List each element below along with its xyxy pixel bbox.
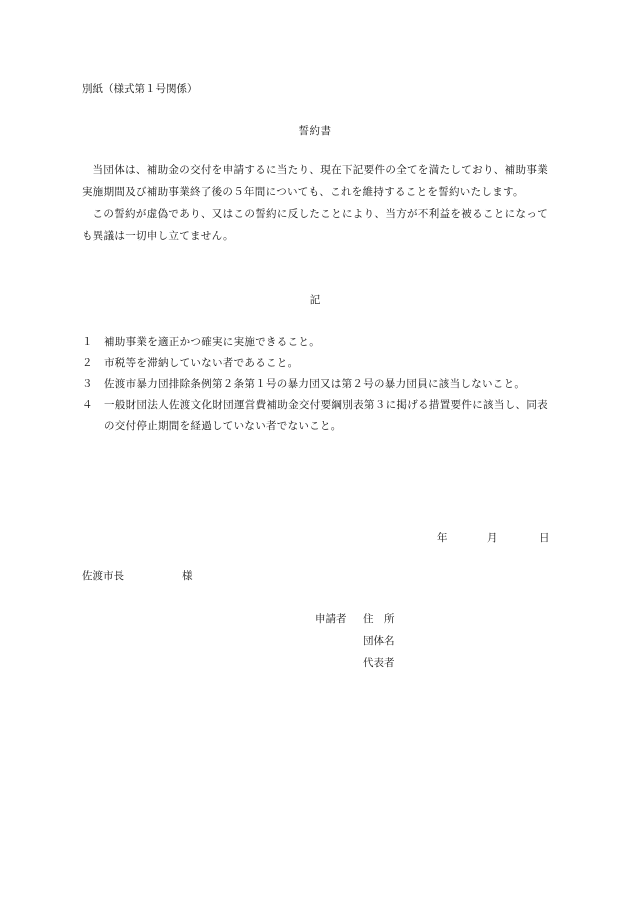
requirement-text: 補助事業を適正かつ確実に実施できること。 xyxy=(104,336,320,348)
addressee-honorific: 様 xyxy=(182,570,193,582)
requirement-item xyxy=(82,353,548,374)
address-label: 住 所 xyxy=(363,613,395,625)
applicant-label: 申請者 xyxy=(315,613,347,625)
representative-label: 代表者 xyxy=(363,657,395,669)
requirement-item xyxy=(82,374,548,395)
requirement-text: 一般財団法人佐渡文化財団運営費補助金交付要綱別表第３に掲げる措置要件に該当し、同表の交付停止期間を経過していない者でないこと。 xyxy=(104,399,548,432)
date-year-label: 年 xyxy=(437,532,448,544)
date-month-label: 月 xyxy=(487,532,498,544)
addressee xyxy=(82,568,193,583)
pledge-paragraph-1: 当団体は、補助金の交付を申請するに当たり、現在下記要件の全てを満たしており、補助事業実施期間及び補助事業終了後の５年間についても、これを維持することを誓約いたします。 xyxy=(82,164,548,198)
requirement-number: ３ xyxy=(82,378,93,390)
requirement-number: １ xyxy=(82,336,93,348)
date-day-label: 日 xyxy=(539,532,550,544)
requirements-list xyxy=(82,332,548,437)
requirement-number: ４ xyxy=(82,399,93,411)
date-line xyxy=(437,530,550,545)
ki-heading: 記 xyxy=(309,294,321,306)
organization-label: 団体名 xyxy=(363,635,395,647)
requirement-item xyxy=(82,395,548,437)
addressee-name: 佐渡市長 xyxy=(82,570,124,582)
requirement-text: 市税等を滞納していない者であること。 xyxy=(104,357,299,369)
pledge-paragraph-2: この誓約が虚偽であり、又はこの誓約に反したことにより、当方が不利益を被ることになっても異議は一切申し立てません。 xyxy=(82,208,548,242)
requirement-number: ２ xyxy=(82,357,93,369)
pledge-body xyxy=(82,159,548,247)
requirement-item xyxy=(82,332,548,353)
document-title: 誓約書 xyxy=(298,125,332,137)
applicant-block xyxy=(315,608,395,674)
attachment-label: 別紙（様式第１号関係） xyxy=(82,83,198,95)
requirement-text: 佐渡市暴力団排除条例第２条第１号の暴力団又は第２号の暴力団員に該当しないこと。 xyxy=(104,378,526,390)
